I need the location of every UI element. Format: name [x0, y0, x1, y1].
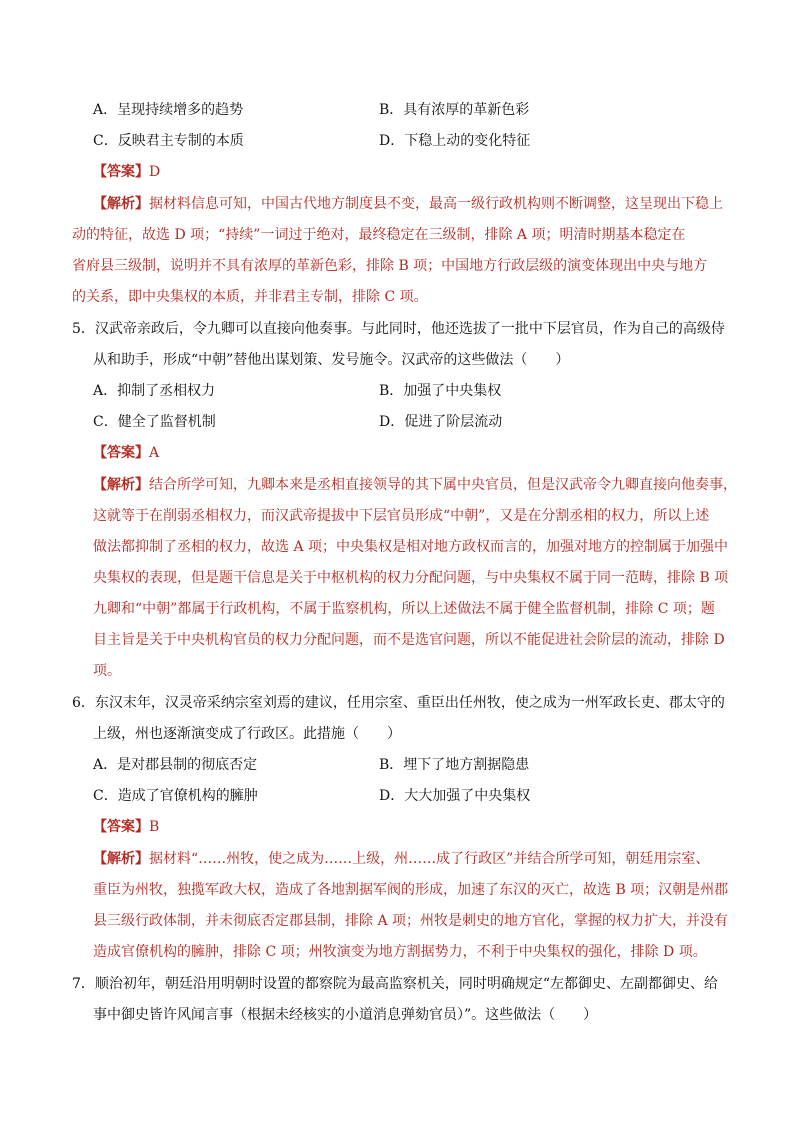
q5-option-c: C．健全了监督机制 — [93, 414, 216, 430]
q6-analysis-line: 造成官僚机构的臃肿，排除 C 项；州牧演变为地方割据势力，不利于中央集权的强化，排除 D 项。 — [93, 944, 707, 960]
analysis-tag: 【解析】 — [93, 477, 149, 493]
q5-analysis-line: 这就等于在削弱丞相权力，而汉武帝提拔中下层官员形成“中朝”，又是在分割丞相的权力，所以上述 — [93, 508, 710, 524]
q5-option-d: D．促进了阶层流动 — [379, 414, 503, 430]
q7-stem-line: 7．顺治初年，朝廷沿用明朝时设置的都察院为最高监察机关，同时明确规定“左都御史、左副都御史、给 — [72, 976, 719, 992]
q6-option-a: A．是对郡县制的彻底否定 — [93, 757, 258, 773]
q4-option-c: C．反映君主专制的本质 — [93, 133, 244, 149]
answer-tag: 【答案】 — [93, 164, 149, 180]
q5-option-b: B．加强了中央集权 — [379, 383, 502, 399]
q5-option-a: A．抑制了丞相权力 — [93, 383, 216, 399]
q5-analysis-line: 做法都抑制了丞相的权力，故选 A 项；中央集权是相对地方政权而言的，加强对地方的控制属于加强中 — [93, 539, 729, 555]
q4-answer — [93, 162, 160, 182]
q4-analysis-line: 动的特征，故选 D 项；“持续”一词过于绝对，最终稳定在三级制，排除 A 项；明清时期基本稳定在 — [72, 227, 686, 243]
q5-analysis-line: 【解析】结合所学可知，九卿本来是丞相直接领导的其下属中央官员，但是汉武帝令九卿直接向他奏事， — [93, 477, 737, 493]
analysis-tag: 【解析】 — [93, 196, 149, 212]
answer-tag: 【答案】 — [93, 819, 149, 835]
answer-value: D — [149, 164, 161, 180]
q6-stem-line: 6．东汉末年，汉灵帝采纳宗室刘焉的建议，任用宗室、重臣出任州牧，使之成为一州军政长吏、郡太守的 — [72, 695, 725, 711]
q5-stem-line: 从和助手，形成“中朝”替他出谋划策、发号施令。汉武帝的这些做法（ ） — [93, 352, 570, 368]
q6-option-c: C．造成了官僚机构的臃肿 — [93, 788, 258, 804]
q6-analysis-line: 重臣为州牧，独揽军政大权，造成了各地割据军阀的形成，加速了东汉的灭亡，故选 B 项；汉朝是州郡 — [93, 882, 729, 898]
q5-analysis-line: 项。 — [93, 663, 121, 679]
answer-value: B — [149, 819, 160, 835]
q4-analysis-line: 省府县三级制，说明并不具有浓厚的革新色彩，排除 B 项；中国地方行政层级的演变体现出中央与地方 — [72, 258, 708, 274]
analysis-tag: 【解析】 — [93, 851, 149, 867]
answer-tag: 【答案】 — [93, 445, 149, 461]
q5-analysis-line: 九卿和“中朝”都属于行政机构，不属于监察机构，所以上述做法不属于健全监督机制，排除 C 项；题 — [93, 601, 715, 617]
q6-option-b: B．埋下了地方割据隐患 — [379, 757, 530, 773]
q6-analysis-line: 县三级行政体制，并未彻底否定郡县制，排除 A 项；州牧是刺史的地方官化，掌握的权力扩大，并没有 — [93, 913, 729, 929]
q5-stem-line: 5．汉武帝亲政后，令九卿可以直接向他奏事。与此同时，他还选拔了一批中下层官员，作为自己的高级侍 — [72, 321, 725, 337]
q4-option-b: B．具有浓厚的革新色彩 — [379, 102, 530, 118]
q4-analysis-line: 【解析】据材料信息可知，中国古代地方制度县不变，最高一级行政机构则不断调整，这呈现出下稳上 — [93, 196, 723, 212]
q5-analysis-line: 目主旨是关于中央机构官员的权力分配问题，而不是选官问题，所以不能促进社会阶层的流动，排除 D — [93, 632, 725, 648]
q5-analysis-line: 央集权的表现，但是题干信息是关于中枢机构的权力分配问题，与中央集权不属于同一范畴，排除 B 项 — [93, 570, 729, 586]
q6-analysis-line: 【解析】据材料“……州牧，使之成为……上级，州……成了行政区”并结合所学可知，朝廷用宗室、 — [93, 851, 710, 867]
q4-analysis-line: 的关系，即中央集权的本质，并非君主专制，排除 C 项。 — [72, 289, 428, 305]
q4-option-d: D．下稳上动的变化特征 — [379, 133, 531, 149]
q5-answer — [93, 443, 159, 463]
q4-option-a: A．呈现持续增多的趋势 — [93, 102, 244, 118]
q6-stem-line: 上级，州也逐渐演变成了行政区。此措施（ ） — [93, 726, 401, 742]
q6-option-d: D．大大加强了中央集权 — [379, 788, 531, 804]
q6-answer — [93, 817, 159, 837]
answer-value: A — [149, 445, 160, 461]
q7-stem-line: 事中御史皆许风闻言事（根据未经核实的小道消息弹劾官员）”。这些做法（ ） — [93, 1007, 598, 1023]
